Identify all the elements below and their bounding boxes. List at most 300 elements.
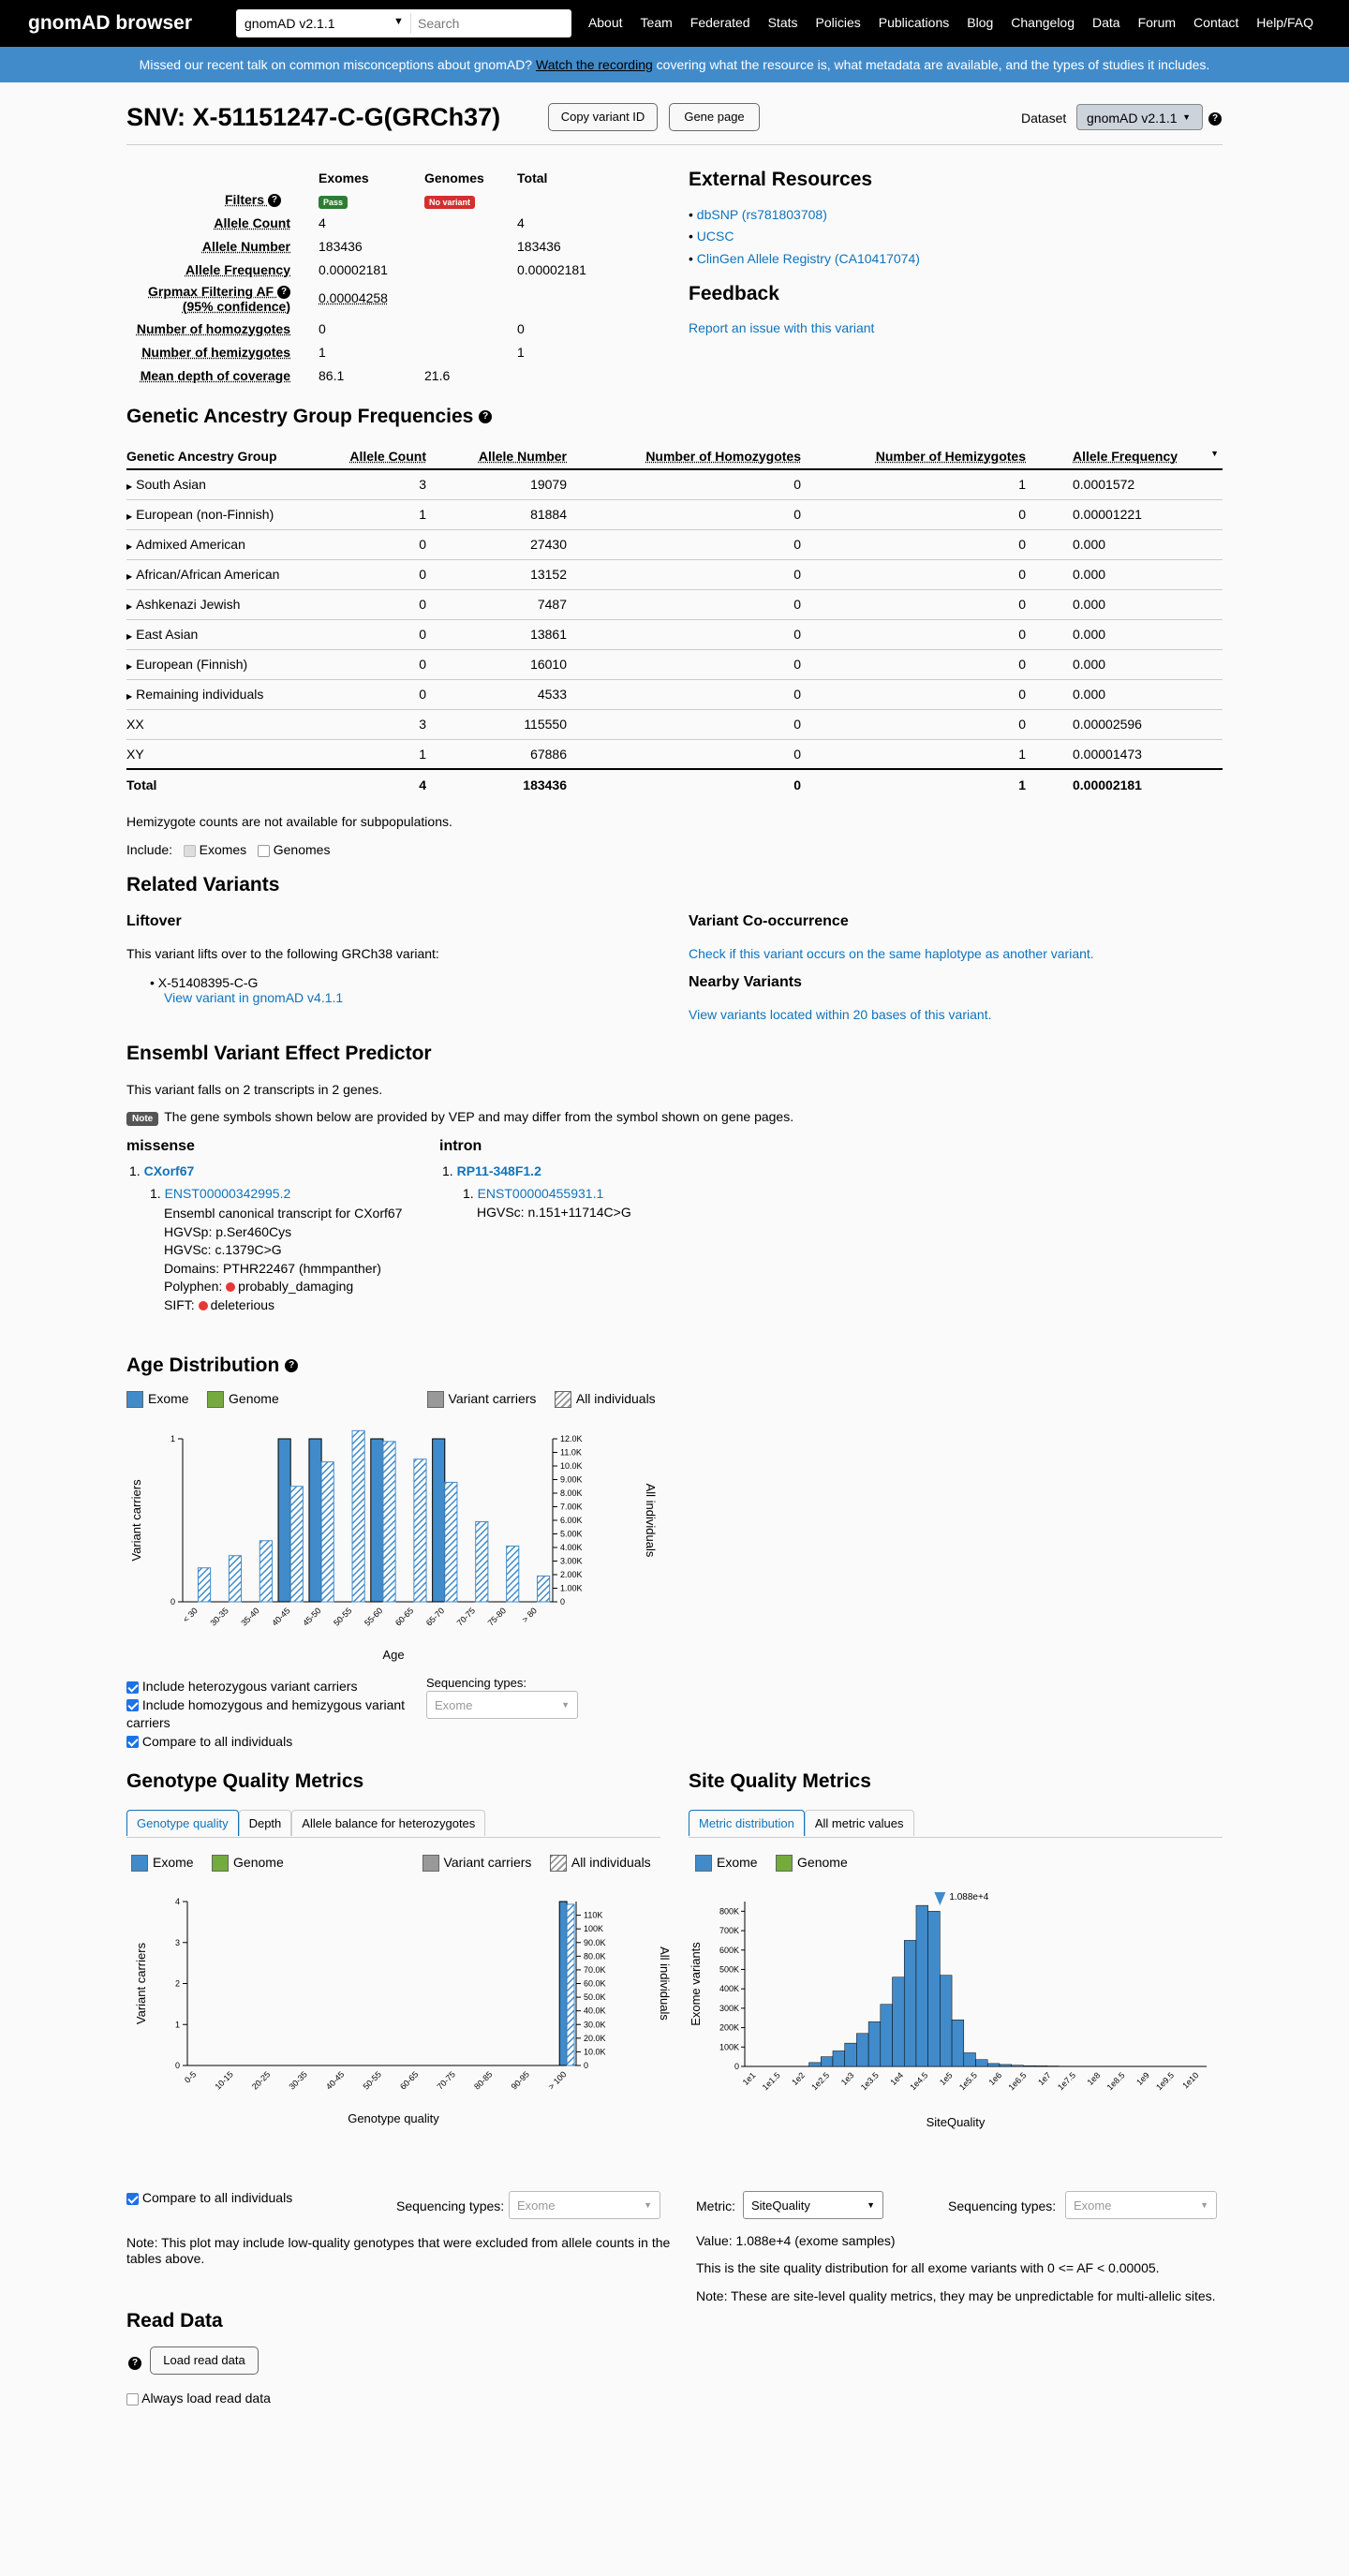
- load-read-data-button[interactable]: Load read data: [150, 2347, 259, 2375]
- col-homozygotes[interactable]: Number of Homozygotes: [567, 443, 801, 469]
- x-tick-label: 30-35: [208, 1606, 230, 1628]
- y-tick-label: 1: [170, 1434, 175, 1443]
- logo[interactable]: gnomAD browser: [28, 12, 193, 34]
- nav-help[interactable]: Help/FAQ: [1256, 15, 1313, 30]
- liftover-link[interactable]: View variant in gnomAD v4.1.1: [164, 990, 344, 1005]
- cell: 1: [801, 739, 1026, 769]
- group-name: ▶ Admixed American: [126, 529, 333, 559]
- read-data-title: Read Data: [126, 2310, 223, 2332]
- y-tick-label: 0: [170, 1597, 175, 1606]
- cell: 0: [333, 649, 426, 679]
- summary-exomes-value: 183436: [319, 239, 363, 254]
- summary-exomes-value: 4: [319, 215, 326, 230]
- dataset-selector[interactable]: gnomAD v2.1.1: [245, 16, 335, 31]
- x-tick-label: 40-45: [270, 1606, 292, 1628]
- y-tick-label: 100K: [719, 2042, 739, 2052]
- expand-icon[interactable]: ▶: [126, 632, 133, 641]
- gene-link-cxorf67[interactable]: CXorf67: [143, 1163, 195, 1178]
- chevron-down-icon: ▼: [1200, 2200, 1208, 2210]
- dataset-value: gnomAD v2.1.1: [1087, 111, 1178, 126]
- x-tick-label: 1e4: [888, 2070, 906, 2088]
- y2-tick-label: 50.0K: [584, 1992, 606, 2003]
- value-marker-icon: [934, 1892, 945, 1905]
- y-tick-label: 400K: [719, 1984, 739, 1994]
- group-name: ▶ South Asian: [126, 469, 333, 499]
- nav-publications[interactable]: Publications: [878, 15, 950, 30]
- carrier-bar: [559, 1902, 567, 2065]
- nav-policies[interactable]: Policies: [815, 15, 861, 30]
- table-row[interactable]: [126, 529, 1223, 559]
- x-tick-label: 1e10: [1180, 2070, 1201, 2091]
- vep-title: Ensembl Variant Effect Predictor: [126, 1043, 432, 1064]
- y2-tick-label: 100K: [584, 1924, 604, 1934]
- homozygous-checkbox[interactable]: [126, 1699, 139, 1711]
- all-individuals-bar: [290, 1487, 303, 1602]
- col-genomes: Genomes: [424, 170, 484, 185]
- y2-tick-label: 7.00K: [560, 1502, 583, 1512]
- cell: 0.000: [1026, 589, 1223, 619]
- metric-label: Metric:: [696, 2198, 735, 2213]
- divider: [689, 1837, 1223, 1838]
- nav-contact[interactable]: Contact: [1193, 15, 1239, 30]
- x-tick-label: 1e1.5: [760, 2070, 782, 2093]
- summary-label: Allele Number: [201, 239, 290, 254]
- filters-label: Filters ?: [225, 192, 281, 207]
- copy-variant-id-button[interactable]: Copy variant ID: [548, 103, 658, 131]
- search-input[interactable]: Search: [418, 16, 460, 31]
- transcript-link-1[interactable]: ENST00000342995.2: [164, 1186, 291, 1201]
- cell: 0.00001221: [1026, 499, 1223, 529]
- sq-tabs: [689, 1810, 914, 1836]
- group-name: ▶ European (Finnish): [126, 649, 333, 679]
- help-icon[interactable]: ?: [1208, 111, 1222, 126]
- summary-total-value: 0: [517, 321, 525, 336]
- summary-total-value: 183436: [517, 239, 561, 254]
- cell: 13861: [426, 619, 567, 649]
- help-icon[interactable]: ?: [285, 1359, 298, 1372]
- cell: 0.0001572: [1026, 469, 1223, 499]
- transcript-link-2[interactable]: ENST00000455931.1: [477, 1186, 604, 1201]
- gq-legend: Exome Genome Variant carriers All individuals: [131, 1855, 651, 1872]
- table-row[interactable]: [126, 619, 1223, 649]
- damaging-icon: [226, 1282, 235, 1292]
- gq-title: Genotype Quality Metrics: [126, 1770, 364, 1792]
- nav-forum[interactable]: Forum: [1137, 15, 1177, 30]
- age-legend: Exome Genome Variant carriers All individuals: [126, 1391, 656, 1408]
- table-row[interactable]: [126, 679, 1223, 709]
- y2-tick-label: 10.0K: [560, 1461, 583, 1471]
- histogram-bar: [904, 1940, 916, 2066]
- table-row[interactable]: [126, 469, 1223, 499]
- nav-federated[interactable]: Federated: [689, 15, 750, 30]
- cell: 183436: [426, 769, 567, 799]
- age-options: Include heterozygous variant carriers Include homozygous and hemizygous variant carriers Compare to all individuals: [126, 1679, 406, 1749]
- cell: 0.000: [1026, 649, 1223, 679]
- summary-total-value: 4: [517, 215, 525, 230]
- site-quality-chart: [689, 1883, 1223, 2136]
- y2-tick-label: 90.0K: [584, 1937, 606, 1947]
- nav-team[interactable]: Team: [640, 15, 673, 30]
- col-allele-number[interactable]: Allele Number: [426, 443, 567, 469]
- y2-axis-label: All individuals: [658, 1947, 672, 2021]
- tab-genotype-quality[interactable]: Genotype quality: [126, 1810, 239, 1836]
- intron-title: intron: [439, 1138, 482, 1154]
- x-tick-label: 1e1: [740, 2070, 758, 2088]
- table-row: [126, 709, 1223, 739]
- page-title: SNV: X-51151247-C-G(GRCh37): [126, 103, 501, 131]
- gq-tabs: [126, 1810, 485, 1836]
- y-axis-label: Variant carriers: [129, 1479, 143, 1562]
- y2-tick-label: 80.0K: [584, 1951, 606, 1962]
- ancestry-table: [126, 443, 1223, 799]
- expand-icon[interactable]: ▶: [126, 542, 133, 551]
- feedback-title: Feedback: [689, 283, 779, 304]
- cell: 7487: [426, 589, 567, 619]
- announcement-banner: [0, 47, 1349, 82]
- include-exomes-label: Exomes: [199, 842, 247, 857]
- x-tick-label: < 30: [181, 1606, 200, 1624]
- y2-tick-label: 6.00K: [560, 1516, 583, 1525]
- x-tick-label: 65-70: [423, 1606, 447, 1628]
- y2-tick-label: 3.00K: [560, 1556, 583, 1566]
- seq-types-select[interactable]: Exome ▼: [426, 1691, 578, 1719]
- cell: 1: [801, 469, 1026, 499]
- transcript-details-2: HGVSc: n.151+11714C>G: [477, 1205, 631, 1220]
- cell: 19079: [426, 469, 567, 499]
- summary-exomes-value: 0: [319, 321, 326, 336]
- all-individuals-bar: [507, 1547, 519, 1602]
- table-header-row: [126, 443, 1223, 469]
- nav-stats[interactable]: Stats: [767, 15, 798, 30]
- exome-swatch: [126, 1391, 143, 1408]
- x-tick-label: > 100: [546, 2069, 569, 2092]
- cell: 0: [801, 559, 1026, 589]
- summary-label: Allele Count: [214, 215, 290, 230]
- carrier-swatch: [422, 1855, 439, 1872]
- expand-icon[interactable]: ▶: [126, 662, 133, 671]
- x-tick-label: 1e9: [1134, 2070, 1151, 2088]
- cell: 0: [567, 679, 801, 709]
- gene-page-button[interactable]: Gene page: [669, 103, 760, 131]
- dataset-label: Dataset: [1021, 111, 1067, 126]
- gene-link-rp11[interactable]: RP11-348F1.2: [456, 1163, 541, 1178]
- related-title: Related Variants: [126, 874, 280, 896]
- nearby-title: Nearby Variants: [689, 974, 802, 990]
- ucsc-link[interactable]: • UCSC: [689, 229, 734, 244]
- sq-description: This is the site quality distribution for all exome variants with 0 <= AF < 0.00005.: [696, 2260, 1160, 2275]
- chevron-down-icon: ▼: [1182, 112, 1191, 122]
- all-individuals-bar: [538, 1576, 550, 1602]
- expand-icon[interactable]: ▶: [126, 512, 133, 521]
- gq-compare: Compare to all individuals: [126, 2190, 292, 2205]
- x-tick-label: 1e6: [986, 2070, 1004, 2088]
- carrier-bar: [371, 1439, 383, 1602]
- summary-label: Number of hemizygotes: [141, 345, 290, 360]
- summary-exomes-value: 86.1: [319, 368, 345, 383]
- y-axis-label: Exome variants: [689, 1942, 703, 2026]
- cell: 4533: [426, 679, 567, 709]
- table-row[interactable]: [126, 559, 1223, 589]
- x-tick-label: > 80: [520, 1606, 539, 1624]
- missense-title: missense: [126, 1138, 195, 1154]
- seq-types-select[interactable]: Exome ▼: [1065, 2191, 1217, 2219]
- cell: 81884: [426, 499, 567, 529]
- y2-tick-label: 4.00K: [560, 1543, 583, 1552]
- expand-icon[interactable]: ▶: [126, 602, 133, 611]
- genotype-quality-chart: [126, 1888, 670, 2131]
- y2-tick-label: 5.00K: [560, 1529, 583, 1539]
- x-tick-label: 90-95: [509, 2069, 532, 2092]
- search-bar[interactable]: [236, 9, 571, 37]
- y-tick-label: 300K: [719, 2003, 739, 2013]
- chevron-down-icon: ▼: [393, 16, 404, 27]
- genome-swatch: [776, 1855, 793, 1872]
- cell: 3: [333, 709, 426, 739]
- help-icon[interactable]: ?: [277, 286, 290, 299]
- x-axis-label: Age: [382, 1648, 405, 1662]
- nav-menu: [588, 15, 1313, 30]
- clingen-link[interactable]: • ClinGen Allele Registry (CA10417074): [689, 251, 920, 266]
- histogram-bar: [833, 2050, 845, 2066]
- help-icon[interactable]: ?: [128, 2355, 141, 2370]
- cell: 0: [333, 679, 426, 709]
- group-name: XY: [126, 739, 333, 769]
- metric-select[interactable]: SiteQuality ▼: [743, 2191, 883, 2219]
- histogram-bar: [881, 2005, 893, 2066]
- summary-genomes-value: 21.6: [424, 368, 451, 383]
- x-tick-label: 50-55: [361, 2069, 383, 2092]
- cell: 0.000: [1026, 679, 1223, 709]
- nav-data[interactable]: Data: [1092, 15, 1120, 30]
- group-name: XX: [126, 709, 333, 739]
- table-row[interactable]: [126, 499, 1223, 529]
- compare-all-checkbox[interactable]: [126, 1736, 139, 1748]
- y-tick-label: 4: [174, 1897, 180, 1906]
- genome-swatch: [207, 1391, 224, 1408]
- cell: 0: [567, 499, 801, 529]
- seq-types-label: Sequencing types:: [426, 1676, 526, 1690]
- vep-note: Note The gene symbols shown below are provided by VEP and may differ from the symbol shown on gene pages.: [126, 1109, 793, 1126]
- x-tick-label: 60-65: [393, 1606, 416, 1628]
- all-individuals-swatch: [555, 1391, 571, 1408]
- chevron-down-icon: ▼: [561, 1700, 570, 1710]
- transcript-item-2: 1. ENST00000455931.1: [463, 1186, 604, 1201]
- help-icon[interactable]: ?: [479, 410, 492, 423]
- x-tick-label: 35-40: [239, 1606, 261, 1628]
- histogram-bar: [976, 2060, 988, 2066]
- polyphen-row: Polyphen: probably_damaging: [164, 1279, 354, 1294]
- sq-title: Site Quality Metrics: [689, 1770, 871, 1792]
- all-individuals-bar: [414, 1459, 426, 1602]
- tab-all-metric-values[interactable]: All metric values: [805, 1810, 914, 1836]
- banner-link[interactable]: Watch the recording: [536, 57, 653, 72]
- cell: 67886: [426, 739, 567, 769]
- histogram-bar: [1023, 2065, 1035, 2066]
- expand-icon[interactable]: ▶: [126, 692, 133, 701]
- histogram-bar: [916, 1905, 928, 2066]
- x-axis-label: Genotype quality: [348, 2111, 439, 2125]
- heterozygous-checkbox[interactable]: [126, 1681, 139, 1694]
- col-allele-frequency[interactable]: Allele Frequency ▼: [1026, 443, 1223, 469]
- help-icon[interactable]: ?: [268, 194, 281, 207]
- cell: 1: [333, 739, 426, 769]
- histogram-bar: [809, 2063, 822, 2066]
- dataset-dropdown[interactable]: [1076, 104, 1203, 130]
- y-tick-label: 500K: [719, 1964, 739, 1975]
- x-tick-label: 40-45: [324, 2069, 347, 2092]
- cell: 0: [567, 649, 801, 679]
- tab-metric-distribution[interactable]: Metric distribution: [689, 1810, 805, 1836]
- y2-axis-label: All individuals: [644, 1483, 658, 1558]
- histogram-bar: [1035, 2065, 1047, 2066]
- deleterious-icon: [199, 1301, 208, 1310]
- include-genomes-label: Genomes: [273, 842, 331, 857]
- chevron-down-icon: ▼: [644, 2200, 652, 2210]
- value-marker-label: 1.088e+4: [949, 1892, 989, 1902]
- x-tick-label: 1e7: [1036, 2070, 1053, 2088]
- age-title: Age Distribution ?: [126, 1355, 298, 1377]
- x-tick-label: 1e2.5: [809, 2070, 832, 2093]
- y2-tick-label: 110K: [584, 1910, 603, 1920]
- chevron-down-icon: ▼: [867, 2200, 875, 2210]
- x-axis-label: SiteQuality: [926, 2115, 986, 2129]
- cell: 0.00002596: [1026, 709, 1223, 739]
- divider: [410, 13, 411, 34]
- x-tick-label: 1e7.5: [1056, 2070, 1078, 2093]
- x-tick-label: 1e8.5: [1104, 2070, 1127, 2093]
- include-exomes-checkbox[interactable]: [184, 845, 196, 857]
- all-individuals-bar: [383, 1442, 395, 1602]
- y2-tick-label: 8.00K: [560, 1488, 583, 1498]
- sq-value: Value: 1.088e+4 (exome samples): [696, 2233, 896, 2248]
- cell: 0: [567, 589, 801, 619]
- col-group[interactable]: Genetic Ancestry Group: [126, 443, 333, 469]
- all-individuals-bar: [259, 1541, 272, 1602]
- group-name: ▶ European (non-Finnish): [126, 499, 333, 529]
- y-tick-label: 3: [174, 1937, 180, 1947]
- ancestry-title: Genetic Ancestry Group Frequencies ?: [126, 406, 492, 428]
- x-tick-label: 0-5: [183, 2069, 199, 2085]
- cell: 0.000: [1026, 559, 1223, 589]
- cell: 0: [333, 619, 426, 649]
- histogram-bar: [845, 2043, 857, 2066]
- nav-about[interactable]: About: [587, 15, 623, 30]
- histogram-bar: [952, 2020, 964, 2066]
- report-issue-link[interactable]: Report an issue with this variant: [689, 320, 875, 335]
- cell: 16010: [426, 649, 567, 679]
- seq-types-select[interactable]: Exome ▼: [509, 2191, 660, 2219]
- x-tick-label: 1e2: [790, 2070, 807, 2088]
- all-individuals-swatch: [550, 1855, 567, 1872]
- x-tick-label: 30-35: [287, 2069, 309, 2092]
- carrier-bar: [433, 1439, 445, 1602]
- all-individuals-bar: [229, 1556, 241, 1602]
- histogram-bar: [964, 2053, 976, 2066]
- x-tick-label: 1e6.5: [1006, 2070, 1029, 2093]
- y2-tick-label: 0: [560, 1597, 566, 1606]
- summary-exomes-value: 1: [319, 345, 326, 360]
- x-tick-label: 70-75: [435, 2069, 457, 2092]
- hemizygote-note: Hemizygote counts are not available for subpopulations.: [126, 814, 452, 829]
- summary-exomes-value: 0.00002181: [319, 262, 388, 277]
- col-hemizygotes[interactable]: Number of Hemizygotes: [801, 443, 1026, 469]
- x-tick-label: 75-80: [485, 1606, 509, 1628]
- y2-tick-label: 20.0K: [584, 2033, 606, 2043]
- expand-icon[interactable]: ▶: [126, 572, 133, 581]
- cell: 13152: [426, 559, 567, 589]
- y2-tick-label: 2.00K: [560, 1570, 583, 1579]
- exome-swatch: [131, 1855, 148, 1872]
- nav-blog[interactable]: Blog: [967, 15, 994, 30]
- table-row[interactable]: [126, 649, 1223, 679]
- all-individuals-bar: [445, 1482, 457, 1602]
- dbsnp-link[interactable]: • dbSNP (rs781803708): [689, 207, 827, 222]
- cell: 27430: [426, 529, 567, 559]
- y2-tick-label: 60.0K: [584, 1978, 606, 1989]
- tab-depth[interactable]: Depth: [239, 1810, 292, 1836]
- all-individuals-bar: [321, 1462, 334, 1602]
- summary-total-value: 0.00002181: [517, 262, 586, 277]
- col-total: Total: [517, 170, 548, 185]
- include-row: Include: Exomes Genomes: [126, 842, 331, 857]
- cell: 0: [333, 589, 426, 619]
- all-individuals-bar: [567, 1904, 574, 2065]
- gene-item-2: 1. RP11-348F1.2: [442, 1163, 541, 1178]
- table-row: [126, 739, 1223, 769]
- no-variant-badge: No variant: [424, 193, 475, 209]
- y2-tick-label: 11.0K: [560, 1447, 582, 1458]
- cell: 1: [801, 769, 1026, 799]
- x-tick-label: 55-60: [363, 1606, 385, 1628]
- cooccurrence-link[interactable]: Check if this variant occurs on the same haplotype as another variant.: [689, 946, 1094, 961]
- sq-note: Note: These are site-level quality metrics, they may be unpredictable for multi-allelic sites.: [696, 2288, 1216, 2303]
- y2-tick-label: 30.0K: [584, 2020, 606, 2030]
- summary-label: Allele Frequency: [185, 262, 290, 277]
- y-tick-label: 0: [174, 2061, 180, 2070]
- col-allele-count[interactable]: Allele Count: [333, 443, 426, 469]
- cell: 0: [567, 469, 801, 499]
- x-tick-label: 1e3: [838, 2070, 856, 2088]
- histogram-bar: [940, 1976, 952, 2066]
- include-genomes-checkbox[interactable]: [258, 845, 270, 857]
- carrier-bar: [278, 1439, 290, 1602]
- nav-changelog[interactable]: Changelog: [1011, 15, 1075, 30]
- nearby-link[interactable]: View variants located within 20 bases of this variant.: [689, 1007, 992, 1022]
- y2-tick-label: 70.0K: [584, 1964, 606, 1975]
- cell: 0: [567, 709, 801, 739]
- compare-all-checkbox[interactable]: [126, 2193, 139, 2205]
- x-tick-label: 1e4.5: [908, 2070, 930, 2093]
- all-individuals-bar: [352, 1430, 364, 1602]
- cooccurrence-title: Variant Co-occurrence: [689, 913, 849, 929]
- x-tick-label: 20-25: [249, 2069, 273, 2092]
- expand-icon[interactable]: ▶: [126, 482, 133, 492]
- always-load-checkbox[interactable]: [126, 2393, 139, 2406]
- summary-label: Number of homozygotes: [136, 321, 290, 336]
- pass-badge: Pass: [319, 193, 348, 209]
- table-row[interactable]: [126, 589, 1223, 619]
- exome-swatch: [695, 1855, 712, 1872]
- y2-tick-label: 40.0K: [584, 2006, 606, 2016]
- top-nav-bar: [0, 0, 1349, 47]
- liftover-text: This variant lifts over to the following GRCh38 variant:: [126, 946, 439, 961]
- carrier-bar: [309, 1439, 321, 1602]
- vep-text: This variant falls on 2 transcripts in 2 genes.: [126, 1082, 383, 1097]
- tab-allele-balance[interactable]: Allele balance for heterozygotes: [291, 1810, 485, 1836]
- group-name: ▶ African/African American: [126, 559, 333, 589]
- y-tick-label: 2: [174, 1978, 180, 1989]
- cell: 0.000: [1026, 529, 1223, 559]
